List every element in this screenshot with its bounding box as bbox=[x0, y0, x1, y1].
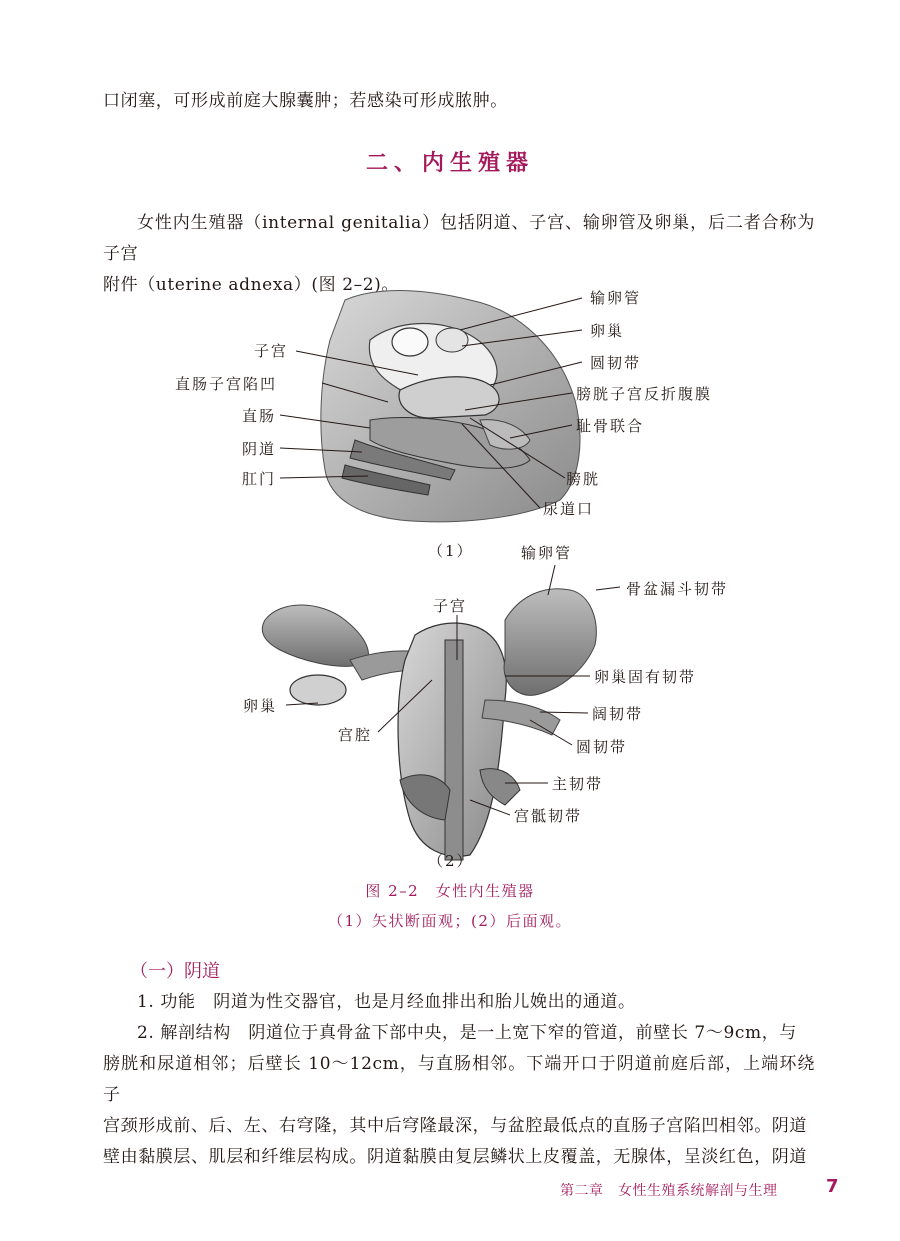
label-urethral-orifice: 尿道口 bbox=[543, 500, 595, 518]
label-uterus-2: 子宫 bbox=[433, 597, 468, 615]
label-vagina: 阴道 bbox=[242, 440, 277, 458]
label-ovarian-ligament: 卵巢固有韧带 bbox=[594, 668, 697, 686]
sagittal-section-drawing bbox=[321, 291, 580, 522]
label-round-ligament-1: 圆韧带 bbox=[590, 354, 642, 372]
anatomy-line-4: 壁由黏膜层、肌层和纤维层构成。阴道黏膜由复层鳞状上皮覆盖，无腺体，呈淡红色，阴道 bbox=[103, 1147, 807, 1167]
running-footer: 第二章 女性生殖系统解剖与生理 bbox=[560, 1183, 778, 1199]
anatomy-line-2: 膀胱和尿道相邻；后壁长 10～12cm，与直肠相邻。下端开口于阴道前庭后部，上端环绕子 bbox=[103, 1054, 815, 1105]
label-rectum: 直肠 bbox=[242, 407, 277, 425]
label-ovary-1: 卵巢 bbox=[590, 322, 625, 340]
label-rectouterine-pouch: 直肠子宫陷凹 bbox=[175, 375, 278, 393]
section-title: 二、内生殖器 bbox=[365, 151, 534, 176]
label-cardinal-ligament: 主韧带 bbox=[552, 775, 604, 793]
label-fallopian-tube-2: 输卵管 bbox=[521, 544, 573, 562]
label-broad-ligament: 阔韧带 bbox=[592, 705, 644, 723]
label-anus: 肛门 bbox=[242, 470, 277, 488]
sublabel-1: （1） bbox=[428, 542, 474, 560]
anatomy-line-1: 2. 解剖结构 阴道位于真骨盆下部中央，是一上宽下窄的管道，前壁长 7～9cm，与 bbox=[137, 1023, 797, 1043]
label-vesicouterine-fold: 膀胱子宫反折腹膜 bbox=[576, 385, 713, 403]
label-pubic-symphysis: 耻骨联合 bbox=[576, 417, 645, 435]
intro-line-2: 附件（uterine adnexa）(图 2–2)。 bbox=[103, 275, 399, 295]
label-infundibulopelvic-ligament: 骨盆漏斗韧带 bbox=[626, 580, 729, 598]
intro-line-1: 女性内生殖器（internal genitalia）包括阴道、子宫、输卵管及卵巢，后二者合称为子宫 bbox=[103, 213, 815, 264]
label-fallopian-tube-1: 输卵管 bbox=[590, 289, 642, 307]
label-bladder: 膀胱 bbox=[566, 470, 601, 488]
label-uterine-cavity: 宫腔 bbox=[338, 726, 373, 744]
label-uterus-1: 子宫 bbox=[254, 342, 289, 360]
paragraph-anatomy bbox=[103, 1018, 815, 1173]
body-text-line: 口闭塞，可形成前庭大腺囊肿；若感染可形成脓肿。 bbox=[103, 91, 508, 111]
page-number: 7 bbox=[826, 1176, 839, 1197]
figure-caption-title: 图 2–2 女性内生殖器 bbox=[365, 882, 535, 900]
label-uterosacral-ligament: 宫骶韧带 bbox=[514, 807, 583, 825]
label-round-ligament-2: 圆韧带 bbox=[576, 738, 628, 756]
sublabel-2: （2） bbox=[428, 852, 474, 870]
anatomy-line-3: 宫颈形成前、后、左、右穹隆，其中后穹隆最深，与盆腔最低点的直肠子宫陷凹相邻。阴道 bbox=[103, 1116, 807, 1136]
paragraph-function: 1. 功能 阴道为性交器官，也是月经血排出和胎儿娩出的通道。 bbox=[137, 992, 636, 1012]
figure-caption-subtitle: （1）矢状断面观；(2）后面观。 bbox=[328, 912, 572, 930]
subsection-heading: （一）阴道 bbox=[130, 961, 220, 982]
label-ovary-2: 卵巢 bbox=[243, 697, 278, 715]
